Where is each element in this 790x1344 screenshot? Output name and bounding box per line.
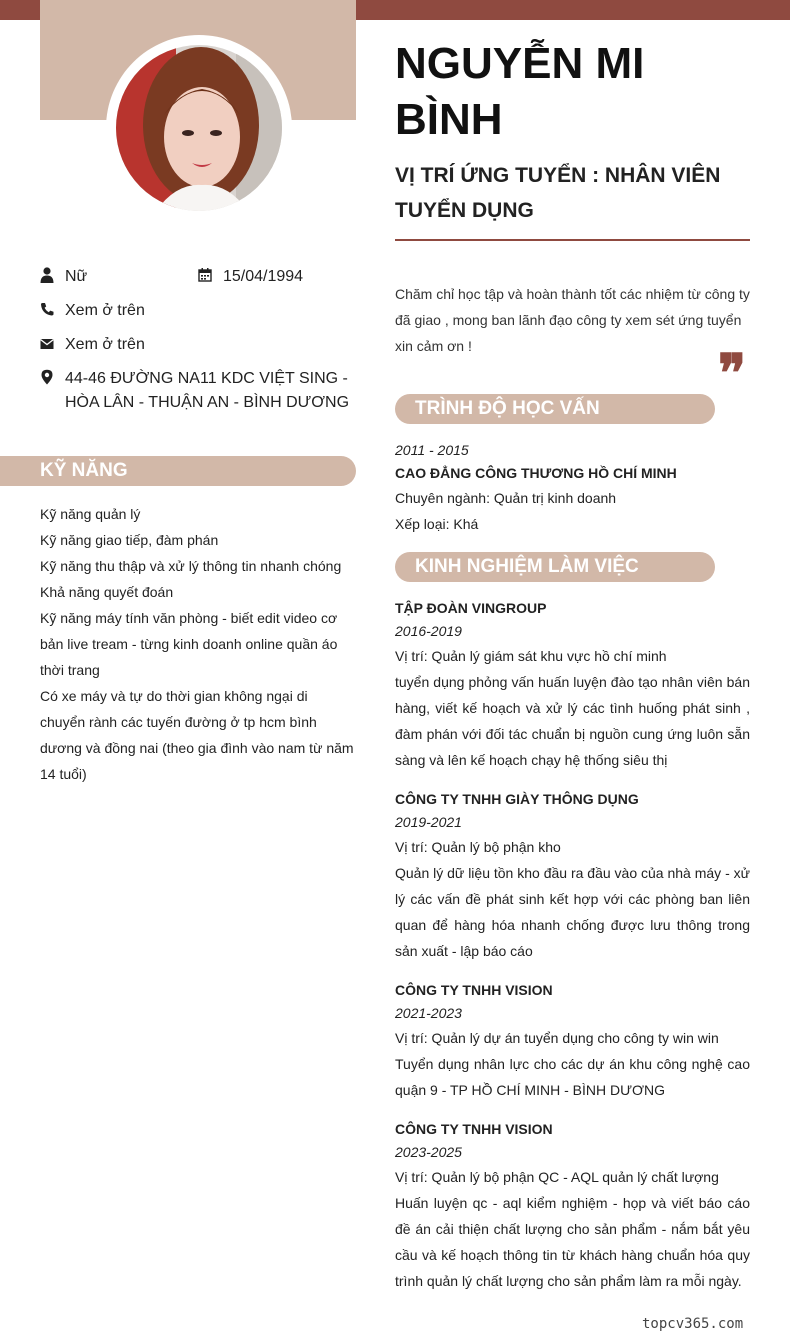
experience-entry — [395, 979, 750, 1103]
work-period: 2016-2019 — [395, 623, 462, 639]
birthday-value: 15/04/1994 — [223, 268, 304, 285]
company-name: CÔNG TY TNHH GIÀY THÔNG DỤNG — [395, 791, 639, 807]
phone-row — [40, 299, 145, 323]
skill-item: Kỹ năng máy tính văn phòng - biết edit video cơ bản live tream - từng kinh doanh online quần áo thời trang — [40, 610, 338, 678]
birthday-row — [198, 265, 303, 289]
applied-position: VỊ TRÍ ỨNG TUYỂN : NHÂN VIÊN TUYỂN DỤNG — [395, 164, 721, 222]
email-value: Xem ở trên — [65, 336, 145, 353]
work-description: Quản lý dữ liệu tồn kho đầu ra đầu vào của nhà máy - xử lý các vấn đề phát sinh kết hợp với các phòng ban liên quan để hàng hóa nhanh chống được lưu thông trong sản xuất - lập báo cáo — [395, 865, 750, 959]
company-name: CÔNG TY TNHH VISION — [395, 1121, 553, 1137]
title-divider — [395, 239, 750, 241]
candidate-name: NGUYỄN MI BÌNH — [395, 39, 645, 144]
experience-entry — [395, 788, 750, 964]
education-entry — [395, 439, 750, 537]
address-value: 44-46 ĐƯỜNG NA11 KDC VIỆT SING - HÒA LÂN - THUẬN AN - BÌNH DƯƠNG — [65, 370, 350, 411]
work-period: 2019-2021 — [395, 814, 462, 830]
work-role: Vị trí: Quản lý bộ phận kho — [395, 839, 561, 855]
work-description: tuyển dụng phỏng vấn huấn luyện đào tạo nhân viên bán hàng, viết kế hoạch và xử lý các tình huống phát sinh , đàm phán với đối tác chuẩn bị nguồn cung ứng luôn sẵn sàng và lên kế hoạch chạy hệ thống siêu thị — [395, 674, 750, 768]
work-period: 2021-2023 — [395, 1005, 462, 1021]
work-description: Huấn luyện qc - aql kiểm nghiệm - họp và viết báo cáo đề án cải thiện chất lượng cho sản phẩm - nắm bắt yêu cầu và kế hoạch thông tin từ khách hàng chuẩn hóa quy trình quản lý chất lượng cho sản phẩm làm ra mỗi ngày. — [395, 1195, 750, 1289]
experience-entry — [395, 1118, 750, 1294]
avatar — [106, 35, 292, 221]
work-period: 2023-2025 — [395, 1144, 462, 1160]
phone-icon — [40, 301, 54, 317]
career-objective: Chăm chỉ học tập và hoàn thành tốt các nhiệm từ công ty đã giao , mong ban lãnh đạo công ty xem sét ứng tuyển xin cảm ơn ! — [395, 286, 750, 354]
skill-item: Có xe máy và tự do thời gian không ngại di chuyển rành các tuyến đường ở tp hcm bình dương và đồng nai (theo gia đình vào nam từ năm 14 tuổi) — [40, 688, 354, 782]
education-heading: TRÌNH ĐỘ HỌC VẤN — [395, 394, 715, 424]
education-major: Chuyên ngành: Quản trị kinh doanh — [395, 490, 617, 506]
experience-entry — [395, 597, 750, 773]
skill-item: Khả năng quyết đoán — [40, 584, 174, 600]
watermark: topcv365.com — [642, 1316, 744, 1332]
skill-item: Kỹ năng giao tiếp, đàm phán — [40, 532, 219, 548]
work-description: Tuyển dụng nhân lực cho các dự án khu công nghệ cao quận 9 - TP HỒ CHÍ MINH - BÌNH DƯƠNG — [395, 1056, 750, 1098]
skill-item: Kỹ năng quản lý — [40, 506, 141, 522]
skills-list — [40, 501, 356, 787]
company-name: TẬP ĐOÀN VINGROUP — [395, 600, 547, 616]
address-row — [40, 367, 350, 415]
work-role: Vị trí: Quản lý giám sát khu vực hồ chí minh — [395, 648, 667, 664]
skill-item: Kỹ năng thu thập và xử lý thông tin nhanh chóng — [40, 558, 342, 574]
phone-value: Xem ở trên — [65, 302, 145, 319]
school-name: CAO ĐẲNG CÔNG THƯƠNG HỒ CHÍ MINH — [395, 465, 677, 481]
email-row — [40, 333, 145, 357]
education-period: 2011 - 2015 — [395, 442, 469, 458]
company-name: CÔNG TY TNHH VISION — [395, 982, 553, 998]
skills-heading: KỸ NĂNG — [0, 456, 356, 486]
calendar-icon — [198, 267, 212, 283]
gender-row — [40, 265, 87, 289]
work-role: Vị trí: Quản lý bộ phận QC - AQL quản lý chất lượng — [395, 1169, 719, 1185]
experience-heading: KINH NGHIỆM LÀM VIỆC — [395, 552, 715, 582]
work-role: Vị trí: Quản lý dự án tuyển dụng cho công ty win win — [395, 1030, 719, 1046]
map-pin-icon — [40, 369, 54, 385]
education-grade: Xếp loại: Khá — [395, 516, 479, 532]
person-icon — [40, 267, 54, 283]
profile-photo — [116, 45, 282, 211]
email-icon — [40, 335, 54, 351]
quote-icon: ❞ — [718, 343, 746, 404]
gender-value: Nữ — [65, 268, 88, 285]
